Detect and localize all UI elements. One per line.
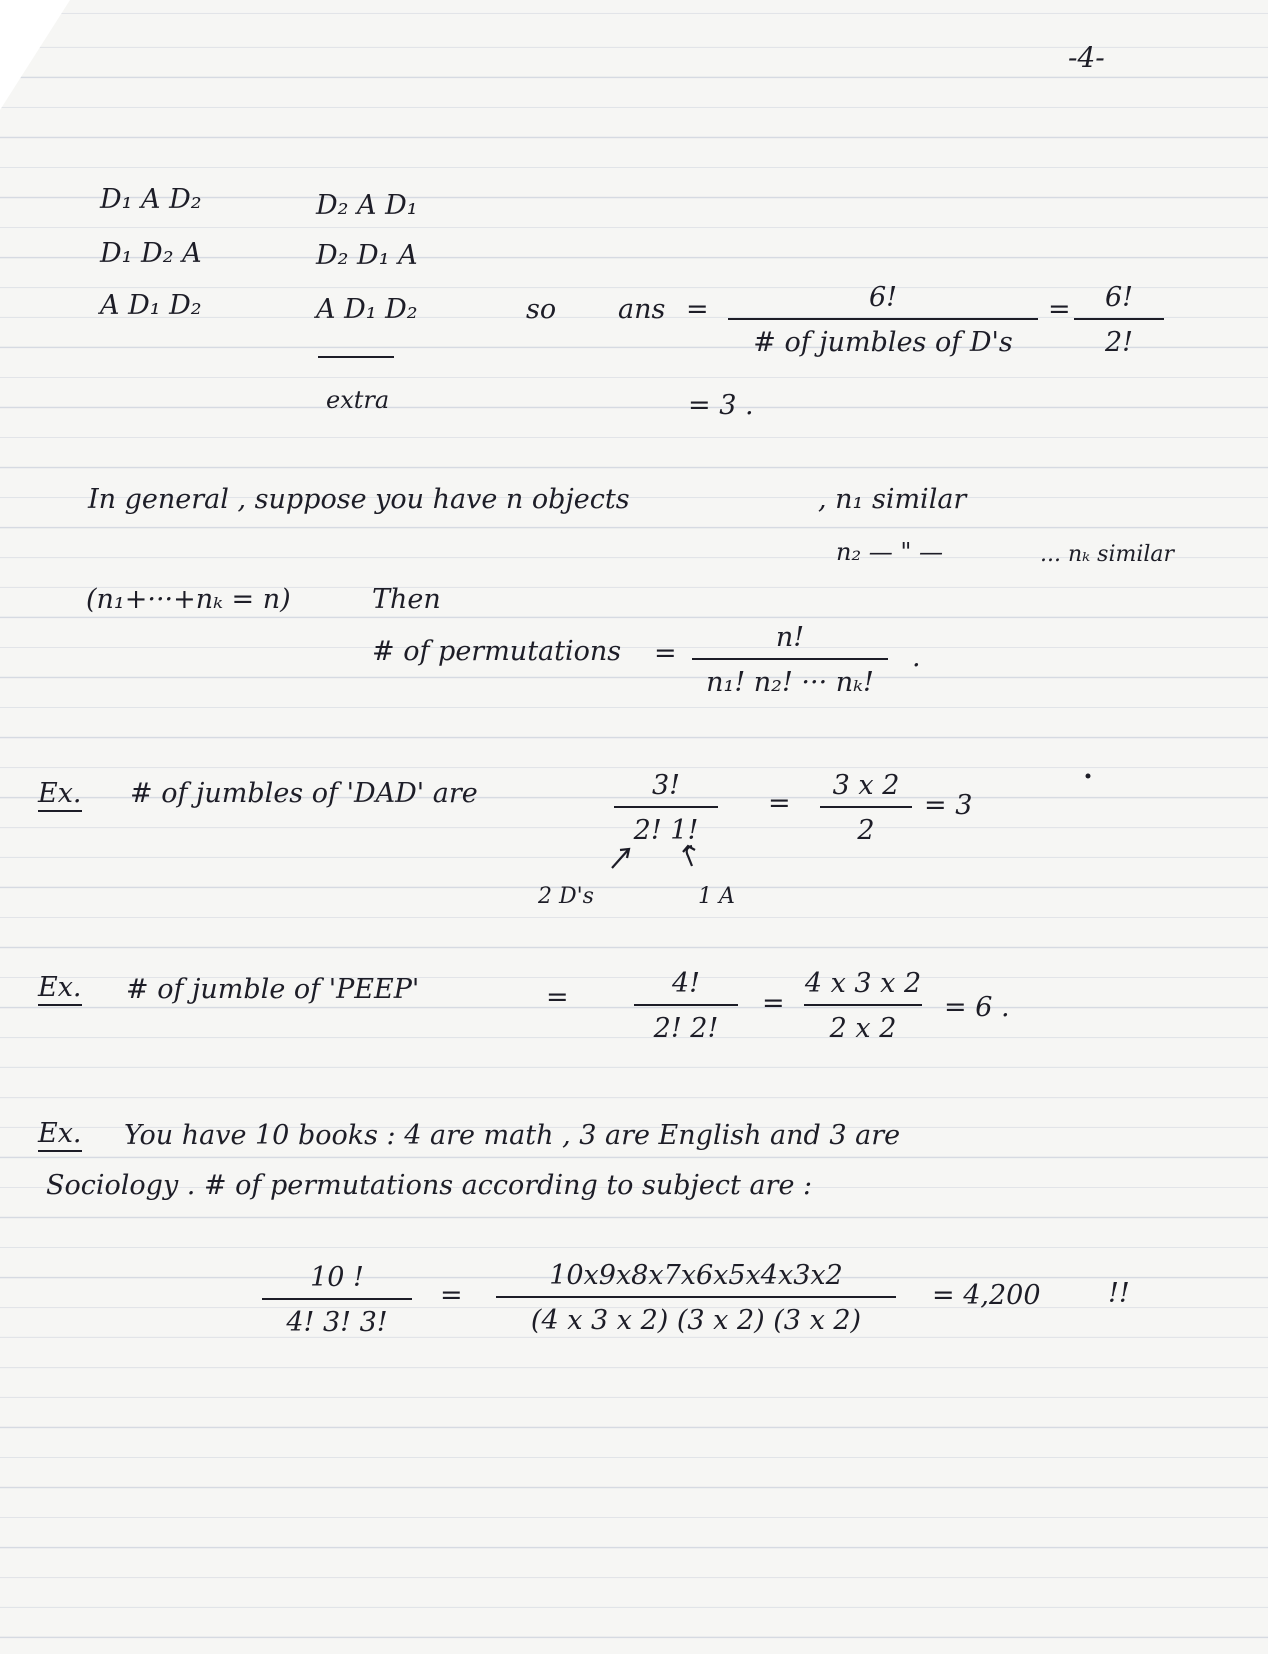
arrangement-col1-row2: D₁ D₂ A [100, 238, 202, 269]
ex2-fraction-2 [804, 970, 922, 1042]
folded-corner [0, 0, 70, 110]
ans-denominator: # of jumbles of D's [753, 327, 1013, 358]
n-condition: (n₁+···+nₖ = n) [86, 584, 291, 615]
general-fraction-bar [692, 658, 888, 660]
ex1-fraction-2-bar [820, 806, 912, 808]
ex1-label: Ex. [38, 780, 82, 812]
ex1-note-2ds: 2 D's [538, 884, 594, 909]
general-period: . [912, 642, 921, 673]
arrow-to-1-factorial-head [683, 846, 695, 852]
ex1-numerator: 3! [651, 770, 681, 801]
arrangement-col1-row1: D₁ A D₂ [100, 184, 202, 215]
ex1-equals: = [768, 788, 791, 819]
ex2-text: # of jumble of 'PEEP' [126, 974, 420, 1005]
ex1-fraction-bar [614, 806, 718, 808]
ex3-line2: Sociology . # of permutations according to subject are : [46, 1170, 813, 1201]
arrow-to-2-factorial-head [620, 849, 629, 858]
ans-numerator-2: 6! [1104, 282, 1134, 313]
ex1-denominator: 2! 1! [633, 815, 699, 846]
nk-similar: ... nₖ similar [1040, 542, 1175, 567]
general-fraction [692, 624, 888, 696]
ex2-label: Ex. [38, 974, 82, 1006]
arrangement-col2-row2: D₂ D₁ A [316, 240, 418, 271]
ex3-fraction [262, 1264, 412, 1336]
ans-numerator: 6! [868, 282, 898, 313]
ex1-denominator-2: 2 [857, 815, 875, 846]
ex2-result: = 6 . [944, 992, 1010, 1023]
ex3-line1: You have 10 books : 4 are math , 3 are English and 3 are [124, 1120, 901, 1151]
ex1-text: # of jumbles of 'DAD' are [130, 778, 478, 809]
n2-ditto: n₂ — " — [836, 538, 944, 566]
arrow-to-2-factorial [612, 850, 628, 868]
ex3-equals: = [440, 1280, 463, 1311]
ex3-denominator: 4! 3! 3! [286, 1307, 388, 1338]
arrangement-col2-row3: A D₁ D₂ [316, 294, 418, 325]
ex3-denominator-2: (4 x 3 x 2) (3 x 2) (3 x 2) [530, 1305, 862, 1336]
arrangement-col2-row1: D₂ A D₁ [316, 190, 418, 221]
page-number: -4- [1068, 41, 1105, 74]
ex2-fraction [634, 970, 738, 1042]
ans-fraction-2-bar [1074, 318, 1164, 320]
ex3-numerator: 10 ! [310, 1262, 364, 1293]
arrangement-col1-row3: A D₁ D₂ [100, 290, 202, 321]
general-line1: In general , suppose you have n objects [88, 484, 630, 515]
general-denominator: n₁! n₂! ··· nₖ! [706, 667, 874, 698]
extra-label: extra [326, 386, 390, 414]
ex3-fraction-2 [496, 1262, 896, 1334]
ans-fraction-bar [728, 318, 1038, 320]
arrow-to-1-factorial [687, 846, 692, 866]
ans-fraction [728, 284, 1038, 356]
general-numerator: n! [775, 622, 805, 653]
ex2-equals: = [546, 982, 569, 1013]
extra-underline [318, 356, 394, 358]
ex1-fraction-2 [820, 772, 912, 844]
so-word: so [526, 294, 557, 325]
ex2-equals-2: = [762, 988, 785, 1019]
ex2-numerator: 4! [671, 968, 701, 999]
ex3-fraction-bar [262, 1298, 412, 1300]
ex2-fraction-2-bar [804, 1004, 922, 1006]
ex1-note-1a: 1 A [698, 884, 735, 909]
ex3-numerator-2: 10x9x8x7x6x5x4x3x2 [549, 1260, 843, 1291]
ex2-denominator-2: 2 x 2 [829, 1013, 897, 1044]
ans-equals-2: = [1048, 294, 1071, 325]
ex1-numerator-2: 3 x 2 [832, 770, 900, 801]
n1-similar: , n₁ similar [818, 484, 967, 515]
permutations-label: # of permutations [372, 636, 622, 667]
ans-word: ans [618, 294, 666, 325]
ex1-fraction [614, 772, 718, 844]
ex2-denominator: 2! 2! [653, 1013, 719, 1044]
ex3-result: = 4,200 [932, 1280, 1041, 1311]
then-word: Then [372, 584, 441, 615]
ex2-numerator-2: 4 x 3 x 2 [804, 968, 922, 999]
ex3-exclaim: !! [1108, 1278, 1130, 1309]
ans-denominator-2: 2! [1104, 327, 1134, 358]
ans-result: = 3 . [688, 390, 754, 421]
ex2-fraction-bar [634, 1004, 738, 1006]
general-equals: = [654, 638, 677, 669]
ex3-label: Ex. [38, 1120, 82, 1152]
ans-equals: = [686, 294, 709, 325]
stray-dot [1086, 774, 1091, 779]
ans-fraction-2 [1074, 284, 1164, 356]
ex3-fraction-2-bar [496, 1296, 896, 1298]
ex1-result: = 3 [924, 790, 973, 821]
